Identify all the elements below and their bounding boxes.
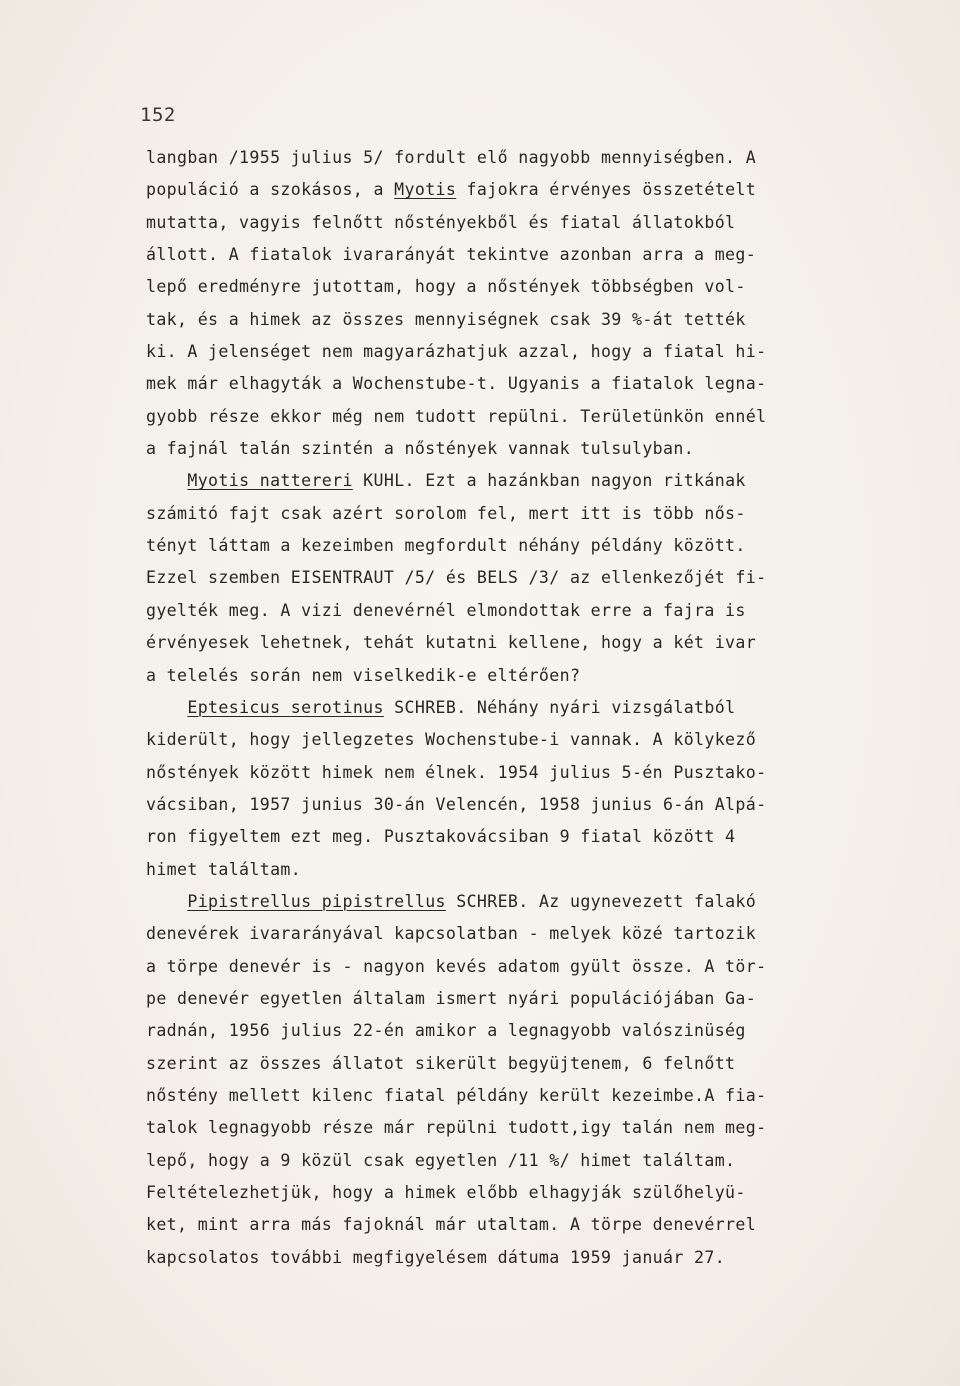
- text-run: langban /1955 julius 5/ fordult elő nagyobb mennyiségben. A: [146, 148, 757, 167]
- text-run: SCHREB. Néhány nyári vizsgálatból: [383, 697, 736, 717]
- text-run: kiderült, hogy jellegzetes Wochenstube-i vannak. A kölykező: [146, 730, 757, 750]
- text-line: [146, 918, 906, 950]
- text-run: Feltételezhetjük, hogy a himek előbb elhagyják szülőhelyü-: [146, 1183, 746, 1202]
- text-line: [146, 530, 906, 562]
- text-line: [146, 951, 906, 983]
- text-run: [146, 698, 187, 717]
- text-run: mek már elhagyták a Wochenstube-t. Ugyanis a fiatalok legna-: [146, 374, 767, 394]
- species-name: Pipistrellus pipistrellus: [187, 891, 446, 911]
- text-line: [146, 465, 906, 497]
- text-run: a törpe denevér is - nagyon kevés adatom gyült össze. A tör-: [146, 956, 767, 976]
- text-line: [146, 854, 906, 886]
- text-run: pe denevér egyetlen általam ismert nyári populációjában Ga-: [146, 988, 757, 1008]
- text-line: [146, 757, 906, 789]
- text-run: vácsiban, 1957 junius 30-án Velencén, 1958 junius 6-án Alpá-: [146, 794, 767, 814]
- text-line: [146, 1177, 906, 1209]
- text-run: himet találtam.: [146, 859, 302, 879]
- text-line: [146, 789, 906, 821]
- text-line: [146, 271, 906, 303]
- text-run: állott. A fiatalok ivararányát tekintve azonban arra a meg-: [146, 245, 757, 265]
- text-line: [146, 595, 906, 627]
- text-run: KUHL. Ezt a hazánkban nagyon ritkának: [352, 471, 746, 491]
- text-run: radnán, 1956 julius 22-én amikor a legnagyobb valószinüség: [146, 1021, 746, 1041]
- text-run: tényt láttam a kezeimben megfordult néhány példány között.: [146, 536, 746, 556]
- text-line: [146, 1242, 906, 1274]
- page-number: 152: [140, 104, 176, 126]
- text-line: [146, 724, 906, 756]
- text-line: [146, 1209, 906, 1241]
- text-run: fajokra érvényes összetételt: [456, 180, 757, 200]
- text-line: [146, 433, 906, 465]
- species-name: Myotis nattereri: [187, 471, 353, 491]
- species-name: Myotis: [394, 180, 457, 200]
- text-run: lepő eredményre jutottam, hogy a nőstények többségben vol-: [146, 277, 746, 297]
- text-line: [146, 304, 906, 336]
- text-line: [146, 1080, 906, 1112]
- text-run: szerint az összes állatot sikerült begyüjtenem, 6 felnőtt: [146, 1053, 736, 1073]
- text-run: ket, mint arra más fajoknál már utaltam. A törpe denevérrel: [146, 1215, 757, 1235]
- text-run: Ezzel szemben EISENTRAUT /5/ és BELS /3/ az ellenkezőjét fi-: [146, 568, 767, 588]
- text-line: [146, 336, 906, 368]
- text-run: [146, 471, 187, 490]
- text-run: ki. A jelenséget nem magyarázhatjuk azzal, hogy a fiatal hi-: [146, 342, 767, 362]
- text-run: a fajnál talán szintén a nőstények vannak tulsulyban.: [146, 439, 695, 459]
- text-run: SCHREB. Az ugynevezett falakó: [445, 891, 757, 911]
- text-run: számitó fajt csak azért sorolom fel, mert itt is több nős-: [146, 503, 746, 523]
- text-line: [146, 627, 906, 659]
- text-run: kapcsolatos további megfigyelésem dátuma 1959 január 27.: [146, 1247, 726, 1267]
- text-line: [146, 401, 906, 433]
- text-run: lepő, hogy a 9 közül csak egyetlen /11 %/ himet találtam.: [146, 1150, 736, 1170]
- text-run: ron figyeltem ezt meg. Pusztakovácsiban 9 fiatal között 4: [146, 827, 736, 847]
- text-line: [146, 239, 906, 271]
- text-run: talok legnagyobb része már repülni tudott,igy talán nem meg-: [146, 1118, 767, 1138]
- text-run: mutatta, vagyis felnőtt nőstényekből és fiatal állatokból: [146, 212, 736, 232]
- text-line: [146, 1015, 906, 1047]
- text-run: gyobb része ekkor még nem tudott repülni. Területünkön ennél: [146, 406, 767, 426]
- text-line: [146, 692, 906, 724]
- text-line: [146, 498, 906, 530]
- text-run: populáció a szokásos, a: [146, 180, 395, 200]
- text-run: a telelés során nem viselkedik-e eltérően?: [146, 665, 581, 685]
- text-line: [146, 1112, 906, 1144]
- text-line: [146, 142, 906, 174]
- text-line: [146, 1048, 906, 1080]
- text-line: [146, 821, 906, 853]
- text-run: nőstények között himek nem élnek. 1954 julius 5-én Pusztako-: [146, 762, 767, 782]
- text-line: [146, 207, 906, 239]
- species-name: Eptesicus serotinus: [187, 697, 384, 717]
- text-line: [146, 886, 906, 918]
- text-run: denevérek ivararányával kapcsolatban - melyek közé tartozik: [146, 924, 757, 944]
- text-run: [146, 892, 187, 911]
- text-run: tak, és a himek az összes mennyiségnek csak 39 %-át tették: [146, 309, 746, 329]
- text-line: [146, 174, 906, 206]
- body-text: [146, 142, 906, 1274]
- text-line: [146, 1145, 906, 1177]
- text-run: érvényesek lehetnek, tehát kutatni kellene, hogy a két ivar: [146, 633, 757, 653]
- text-line: [146, 562, 906, 594]
- text-line: [146, 368, 906, 400]
- text-line: [146, 983, 906, 1015]
- text-run: nőstény mellett kilenc fiatal példány került kezeimbe.A fia-: [146, 1085, 767, 1105]
- text-line: [146, 660, 906, 692]
- text-run: gyelték meg. A vizi denevérnél elmondottak erre a fajra is: [146, 600, 746, 620]
